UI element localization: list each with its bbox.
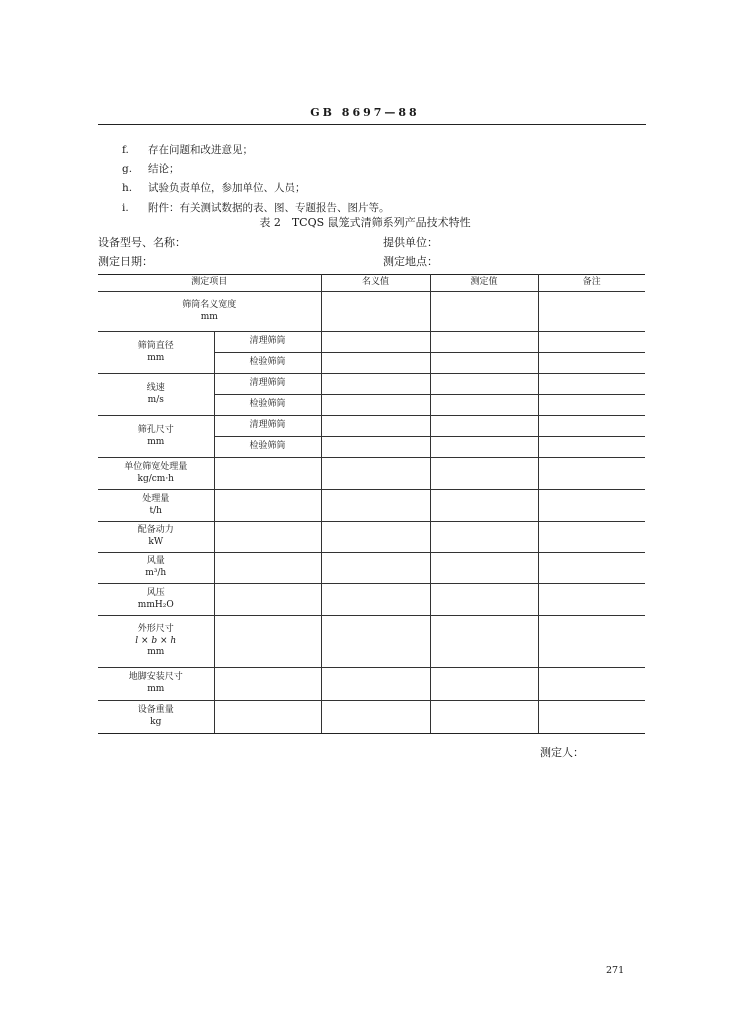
row-label <box>98 616 214 668</box>
row-unit: m/s <box>147 394 164 405</box>
row-label <box>98 701 214 734</box>
standard-code: GB 8697—88 <box>310 106 420 119</box>
row-label <box>98 416 214 458</box>
header-remark: 备注 <box>538 275 645 292</box>
list-item-text: 存在问题和改进意见； <box>148 144 253 156</box>
sub-cell <box>214 553 321 584</box>
row-unit: kg <box>150 717 162 727</box>
remark-cell <box>538 490 645 522</box>
row-name: 地脚安装尺寸 <box>128 672 183 683</box>
date-label: 测定日期： <box>98 255 153 268</box>
table-row <box>98 584 645 616</box>
header-item: 测定项目 <box>98 275 321 292</box>
list-item-mark: g. <box>122 163 133 176</box>
row-name: 风量 <box>146 556 165 567</box>
measured-cell <box>430 668 538 701</box>
page-number: 271 <box>606 965 625 976</box>
nominal-cell <box>321 458 430 490</box>
row-name: 筛筒直径 <box>137 340 174 351</box>
measured-cell <box>430 458 538 490</box>
row-label <box>98 522 214 553</box>
row-name: 筛筒名义宽度 <box>182 299 237 310</box>
row-name: 筛孔尺寸 <box>137 424 174 435</box>
remark-cell <box>538 416 645 437</box>
row-sub-label: 清理筛筒 <box>214 416 321 437</box>
row-name: 配备动力 <box>137 525 174 536</box>
remark-cell <box>538 522 645 553</box>
list-item <box>122 160 390 179</box>
measured-cell <box>430 416 538 437</box>
table-row <box>98 668 645 701</box>
model-label: 设备型号、名称： <box>98 236 186 249</box>
nominal-cell <box>321 353 430 374</box>
measured-cell <box>430 374 538 395</box>
measured-cell <box>430 437 538 458</box>
row-name: 风压 <box>146 587 165 598</box>
list-item-text: 试验负责单位，参加单位、人员； <box>148 182 306 195</box>
row-unit: mm <box>147 352 165 363</box>
nominal-cell <box>321 701 430 734</box>
nominal-cell <box>321 332 430 353</box>
row-label <box>98 584 214 616</box>
row-label <box>98 458 214 490</box>
table-row <box>98 374 645 395</box>
measured-cell <box>430 701 538 734</box>
measured-cell <box>430 395 538 416</box>
sub-cell <box>214 490 321 522</box>
nominal-cell <box>321 522 430 553</box>
header-nominal: 名义值 <box>321 275 430 292</box>
row-name: 设备重量 <box>137 705 174 716</box>
row-name: 处理量 <box>142 493 170 504</box>
list-item-mark: f. <box>122 144 129 156</box>
row-label <box>98 668 214 701</box>
nominal-cell <box>321 395 430 416</box>
row-name: 外形尺寸 <box>137 623 174 634</box>
remark-cell <box>538 437 645 458</box>
remark-cell <box>538 332 645 353</box>
remark-cell <box>538 395 645 416</box>
table-row <box>98 292 645 332</box>
remark-cell <box>538 353 645 374</box>
row-unit: kW <box>148 537 164 547</box>
row-label <box>98 332 214 374</box>
table-row <box>98 416 645 437</box>
table-row <box>98 458 645 490</box>
measured-cell <box>430 332 538 353</box>
measured-cell <box>430 292 538 332</box>
provider-label: 提供单位： <box>383 236 438 249</box>
remark-cell <box>538 553 645 584</box>
row-sub-label: 检验筛筒 <box>214 437 321 458</box>
header-measured: 测定值 <box>430 275 538 292</box>
table-row <box>98 490 645 522</box>
row-unit: t/h <box>149 505 162 516</box>
remark-cell <box>538 292 645 332</box>
row-unit: mm <box>147 647 165 658</box>
sub-cell <box>214 584 321 616</box>
row-unit: mm <box>200 311 218 322</box>
list-item-mark: h. <box>122 182 133 195</box>
measured-cell <box>430 584 538 616</box>
nominal-cell <box>321 374 430 395</box>
nominal-cell <box>321 437 430 458</box>
nominal-cell <box>321 616 430 668</box>
list-item-mark: i. <box>122 201 129 214</box>
row-sub-label: 清理筛筒 <box>214 332 321 353</box>
remark-cell <box>538 668 645 701</box>
nominal-cell <box>321 584 430 616</box>
remark-cell <box>538 374 645 395</box>
table-caption: 表 2 TCQS 鼠笼式清筛系列产品技术特性 <box>259 216 471 229</box>
sub-cell <box>214 458 321 490</box>
row-label <box>98 292 321 332</box>
row-unit: mm <box>147 436 165 447</box>
table-header-row <box>98 275 645 292</box>
nominal-cell <box>321 292 430 332</box>
nominal-cell <box>321 416 430 437</box>
table-row <box>98 332 645 353</box>
appendix-list <box>122 141 390 218</box>
row-label <box>98 490 214 522</box>
measured-cell <box>430 490 538 522</box>
nominal-cell <box>321 490 430 522</box>
row-label <box>98 553 214 584</box>
list-item-text: 结论； <box>148 163 180 176</box>
list-item <box>122 179 390 198</box>
row-sub-label: 检验筛筒 <box>214 353 321 374</box>
sub-cell <box>214 522 321 553</box>
list-item <box>122 141 390 160</box>
row-sub-label: 清理筛筒 <box>214 374 321 395</box>
spec-table <box>98 274 645 734</box>
row-name: 线速 <box>146 382 165 393</box>
row-label <box>98 374 214 416</box>
table-row <box>98 701 645 734</box>
row-dims: l × b × h <box>135 635 177 646</box>
measured-cell <box>430 616 538 668</box>
nominal-cell <box>321 553 430 584</box>
row-unit: kg/cm·h <box>137 473 174 484</box>
remark-cell <box>538 584 645 616</box>
measured-cell <box>430 353 538 374</box>
row-sub-label: 检验筛筒 <box>214 395 321 416</box>
place-label: 测定地点： <box>383 255 438 268</box>
remark-cell <box>538 458 645 490</box>
table-row <box>98 616 645 668</box>
nominal-cell <box>321 668 430 701</box>
list-item-text: 附件：有关测试数据的表、图、专题报告、图片等。 <box>148 201 390 214</box>
measured-cell <box>430 553 538 584</box>
sub-cell <box>214 701 321 734</box>
remark-cell <box>538 701 645 734</box>
row-unit: mmH₂O <box>137 599 174 610</box>
header-rule <box>98 124 646 125</box>
measured-cell <box>430 522 538 553</box>
sub-cell <box>214 668 321 701</box>
row-unit: m³/h <box>145 568 167 578</box>
table-row <box>98 553 645 584</box>
table-row <box>98 522 645 553</box>
row-unit: mm <box>147 684 165 694</box>
remark-cell <box>538 616 645 668</box>
row-name: 单位筛宽处理量 <box>124 461 188 472</box>
sub-cell <box>214 616 321 668</box>
signer-label: 测定人： <box>540 746 584 759</box>
